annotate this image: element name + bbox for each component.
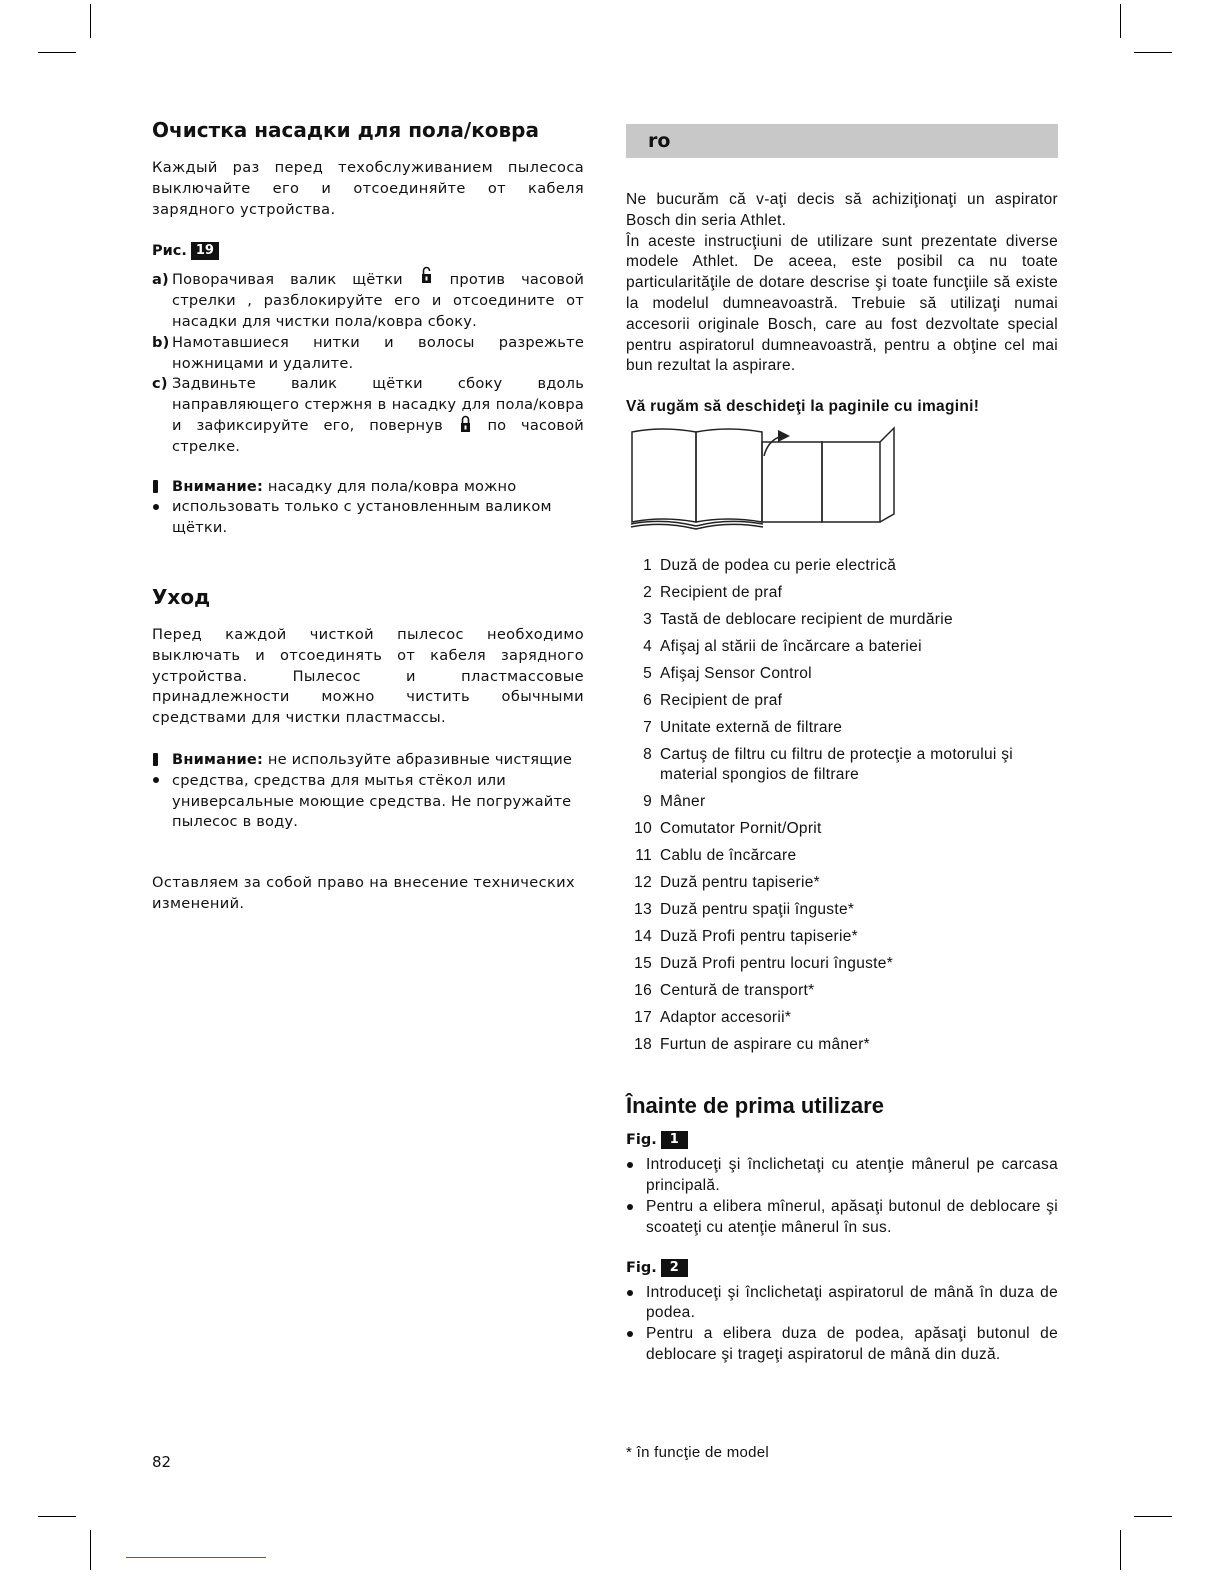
- crop-mark: [1134, 1516, 1172, 1517]
- step-text-before: Задвиньте валик щётки сбоку вдоль направляющего стержня в насадку для пола/ковра и зафиксируйте его, повернув: [172, 375, 584, 434]
- warning-label: Внимание:: [172, 750, 264, 768]
- page-number: 82: [152, 1453, 172, 1471]
- warning-text: [172, 750, 584, 833]
- step-text: Намотавшиеся нитки и волосы разрежьте ножницами и удалите.: [172, 333, 584, 372]
- list-item: 18 Furtun de aspirare cu mâner*: [634, 1035, 870, 1053]
- list-item: 12 Duză pentru tapiserie*: [634, 873, 820, 891]
- fig-label: Рис.: [152, 243, 187, 260]
- list-item: 2 Recipient de praf: [643, 583, 783, 601]
- warning-body: насадку для пола/ковра можно использовать только с установленным валиком щётки.: [172, 477, 552, 537]
- bullet-icon: [626, 1283, 646, 1325]
- bullet-icon: [626, 1155, 646, 1197]
- fig-number: 2: [661, 1259, 688, 1277]
- list-item: 3 Tastă de deblocare recipient de murdărie: [643, 610, 953, 628]
- list-item: [152, 374, 584, 457]
- warning-icon: [152, 477, 172, 539]
- fig-label: Fig.: [626, 1259, 657, 1276]
- list-item: 1 Duză de podea cu perie electrică: [643, 556, 897, 574]
- list-item: 13 Duză pentru spaţii înguste*: [634, 900, 855, 918]
- fig-label: Fig.: [626, 1132, 657, 1149]
- crop-mark: [1120, 4, 1121, 38]
- section-heading: Уход: [152, 584, 211, 609]
- section-heading: Очистка насадки для пола/ковра: [152, 118, 539, 142]
- list-item: 7 Unitate externă de filtrare: [643, 718, 843, 736]
- intro-paragraph: Ne bucurăm că v-aţi decis să achiziţionaţi un aspirator Bosch din seria Athlet. În aceste instrucţiuni de utilizare sunt prezentate diverse modele Athlet. De aceea, este posibil ca nu toate particularităţile de dotare descrise şi toate funcţiile să existe la modelul dumneavoastră. Trebuie să utilizaţi numai accesorii originale Bosch, care au fost dezvoltate special pentru aspiratorul dumneavoastră, pentru a obţine cel mai bun rezultat la aspirare.: [626, 191, 1058, 375]
- bullet-icon: [626, 1197, 646, 1239]
- warning-note: [152, 477, 584, 539]
- step-text: [172, 374, 584, 457]
- right-column: [626, 124, 1058, 1366]
- list-item: 15 Duză Profi pentru locuri înguste*: [634, 954, 894, 972]
- list-item: 5 Afişaj Sensor Control: [643, 664, 812, 682]
- crop-mark: [38, 1516, 76, 1517]
- intro-paragraph: Каждый раз перед техобслуживанием пылесоса выключайте его и отсоединяйте от кабеля зарядного устройства.: [152, 159, 584, 218]
- list-item: [152, 270, 584, 332]
- crop-mark: [90, 1530, 91, 1570]
- list-item: [152, 333, 584, 375]
- list-item: Pentru a elibera mînerul, apăsaţi butonul de deblocare şi scoateţi cu atenţie mânerul în sus.: [626, 1197, 1058, 1239]
- crop-mark: [38, 52, 76, 53]
- step-text-after: по часовой стрелке.: [172, 416, 584, 455]
- warning-text: [172, 477, 584, 539]
- figure-reference: [152, 242, 584, 260]
- list-item: Pentru a elibera duza de podea, apăsaţi butonul de deblocare şi trageţi aspiratorul de mână din duză.: [626, 1324, 1058, 1366]
- bullet-icon: [626, 1324, 646, 1366]
- fig-number: 1: [661, 1131, 688, 1149]
- intro-paragraph: Перед каждой чисткой пылесос необходимо выключать и отсоединять от кабеля зарядного устройства. Пылесос и пластмассовые принадлежности можно чистить обычными средствами для чистки пластмассы.: [152, 625, 584, 727]
- step-key: b): [152, 333, 170, 351]
- list-item: 6 Recipient de praf: [643, 691, 783, 709]
- language-header: ro: [626, 124, 1058, 158]
- parts-list: [626, 556, 1058, 1055]
- step-key: c): [152, 375, 168, 393]
- crop-mark: [1120, 1530, 1121, 1570]
- step-text: [172, 270, 584, 332]
- reserve-note: Оставляем за собой право на внесение технических изменений.: [152, 874, 575, 912]
- list-item: 9 Mâner: [643, 792, 706, 810]
- crop-mark: [90, 4, 91, 38]
- unlock-icon: [421, 272, 432, 286]
- footnote: * în funcţie de model: [626, 1444, 770, 1461]
- figure-reference: [626, 1131, 1058, 1149]
- fig-number: 19: [191, 242, 219, 260]
- crop-mark: [1134, 52, 1172, 53]
- left-column: [152, 118, 584, 915]
- list-item: 16 Centură de transport*: [634, 981, 815, 999]
- list-item: 17 Adaptor accesorii*: [634, 1008, 792, 1026]
- list-item: Introduceţi şi înclichetaţi cu atenţie mânerul pe carcasa principală.: [626, 1155, 1058, 1197]
- step-key: a): [152, 271, 169, 289]
- warning-note: [152, 750, 584, 833]
- section-heading: Înainte de prima utilizare: [626, 1092, 884, 1118]
- bullet-list: [626, 1155, 1058, 1238]
- list-item: 11 Cablu de încărcare: [635, 846, 797, 864]
- step-text-before: Поворачивая валик щётки: [172, 271, 403, 289]
- list-item: 4 Afişaj al stării de încărcare a bateriei: [643, 637, 922, 655]
- list-item: 10 Comutator Pornit/Oprit: [634, 819, 822, 837]
- open-pages-illustration: [626, 424, 1058, 532]
- link-underline: [126, 1557, 266, 1558]
- lock-icon: [460, 418, 471, 432]
- list-item: 8 Cartuş de filtru cu filtru de protecţie a motorului şi material spongios de filtrare: [643, 745, 1014, 783]
- warning-icon: [152, 750, 172, 833]
- open-pages-title: Vă rugăm să deschideţi la paginile cu imagini!: [626, 398, 980, 416]
- bullet-list: [626, 1283, 1058, 1366]
- list-item: 14 Duză Profi pentru tapiserie*: [634, 927, 858, 945]
- warning-body: не используйте абразивные чистящие средства, средства для мытья стёкол или универсальные моющие средства. Не погружайте пылесос в воду.: [172, 750, 573, 831]
- figure-reference: [626, 1259, 1058, 1277]
- list-item: Introduceţi şi înclichetaţi aspiratorul de mână în duza de podea.: [626, 1283, 1058, 1325]
- warning-label: Внимание:: [172, 477, 264, 495]
- step-text-after: против часовой стрелки , разблокируйте его и отсоедините от насадки для чистки пола/ковра сбоку.: [172, 271, 585, 330]
- steps-list: [152, 270, 584, 457]
